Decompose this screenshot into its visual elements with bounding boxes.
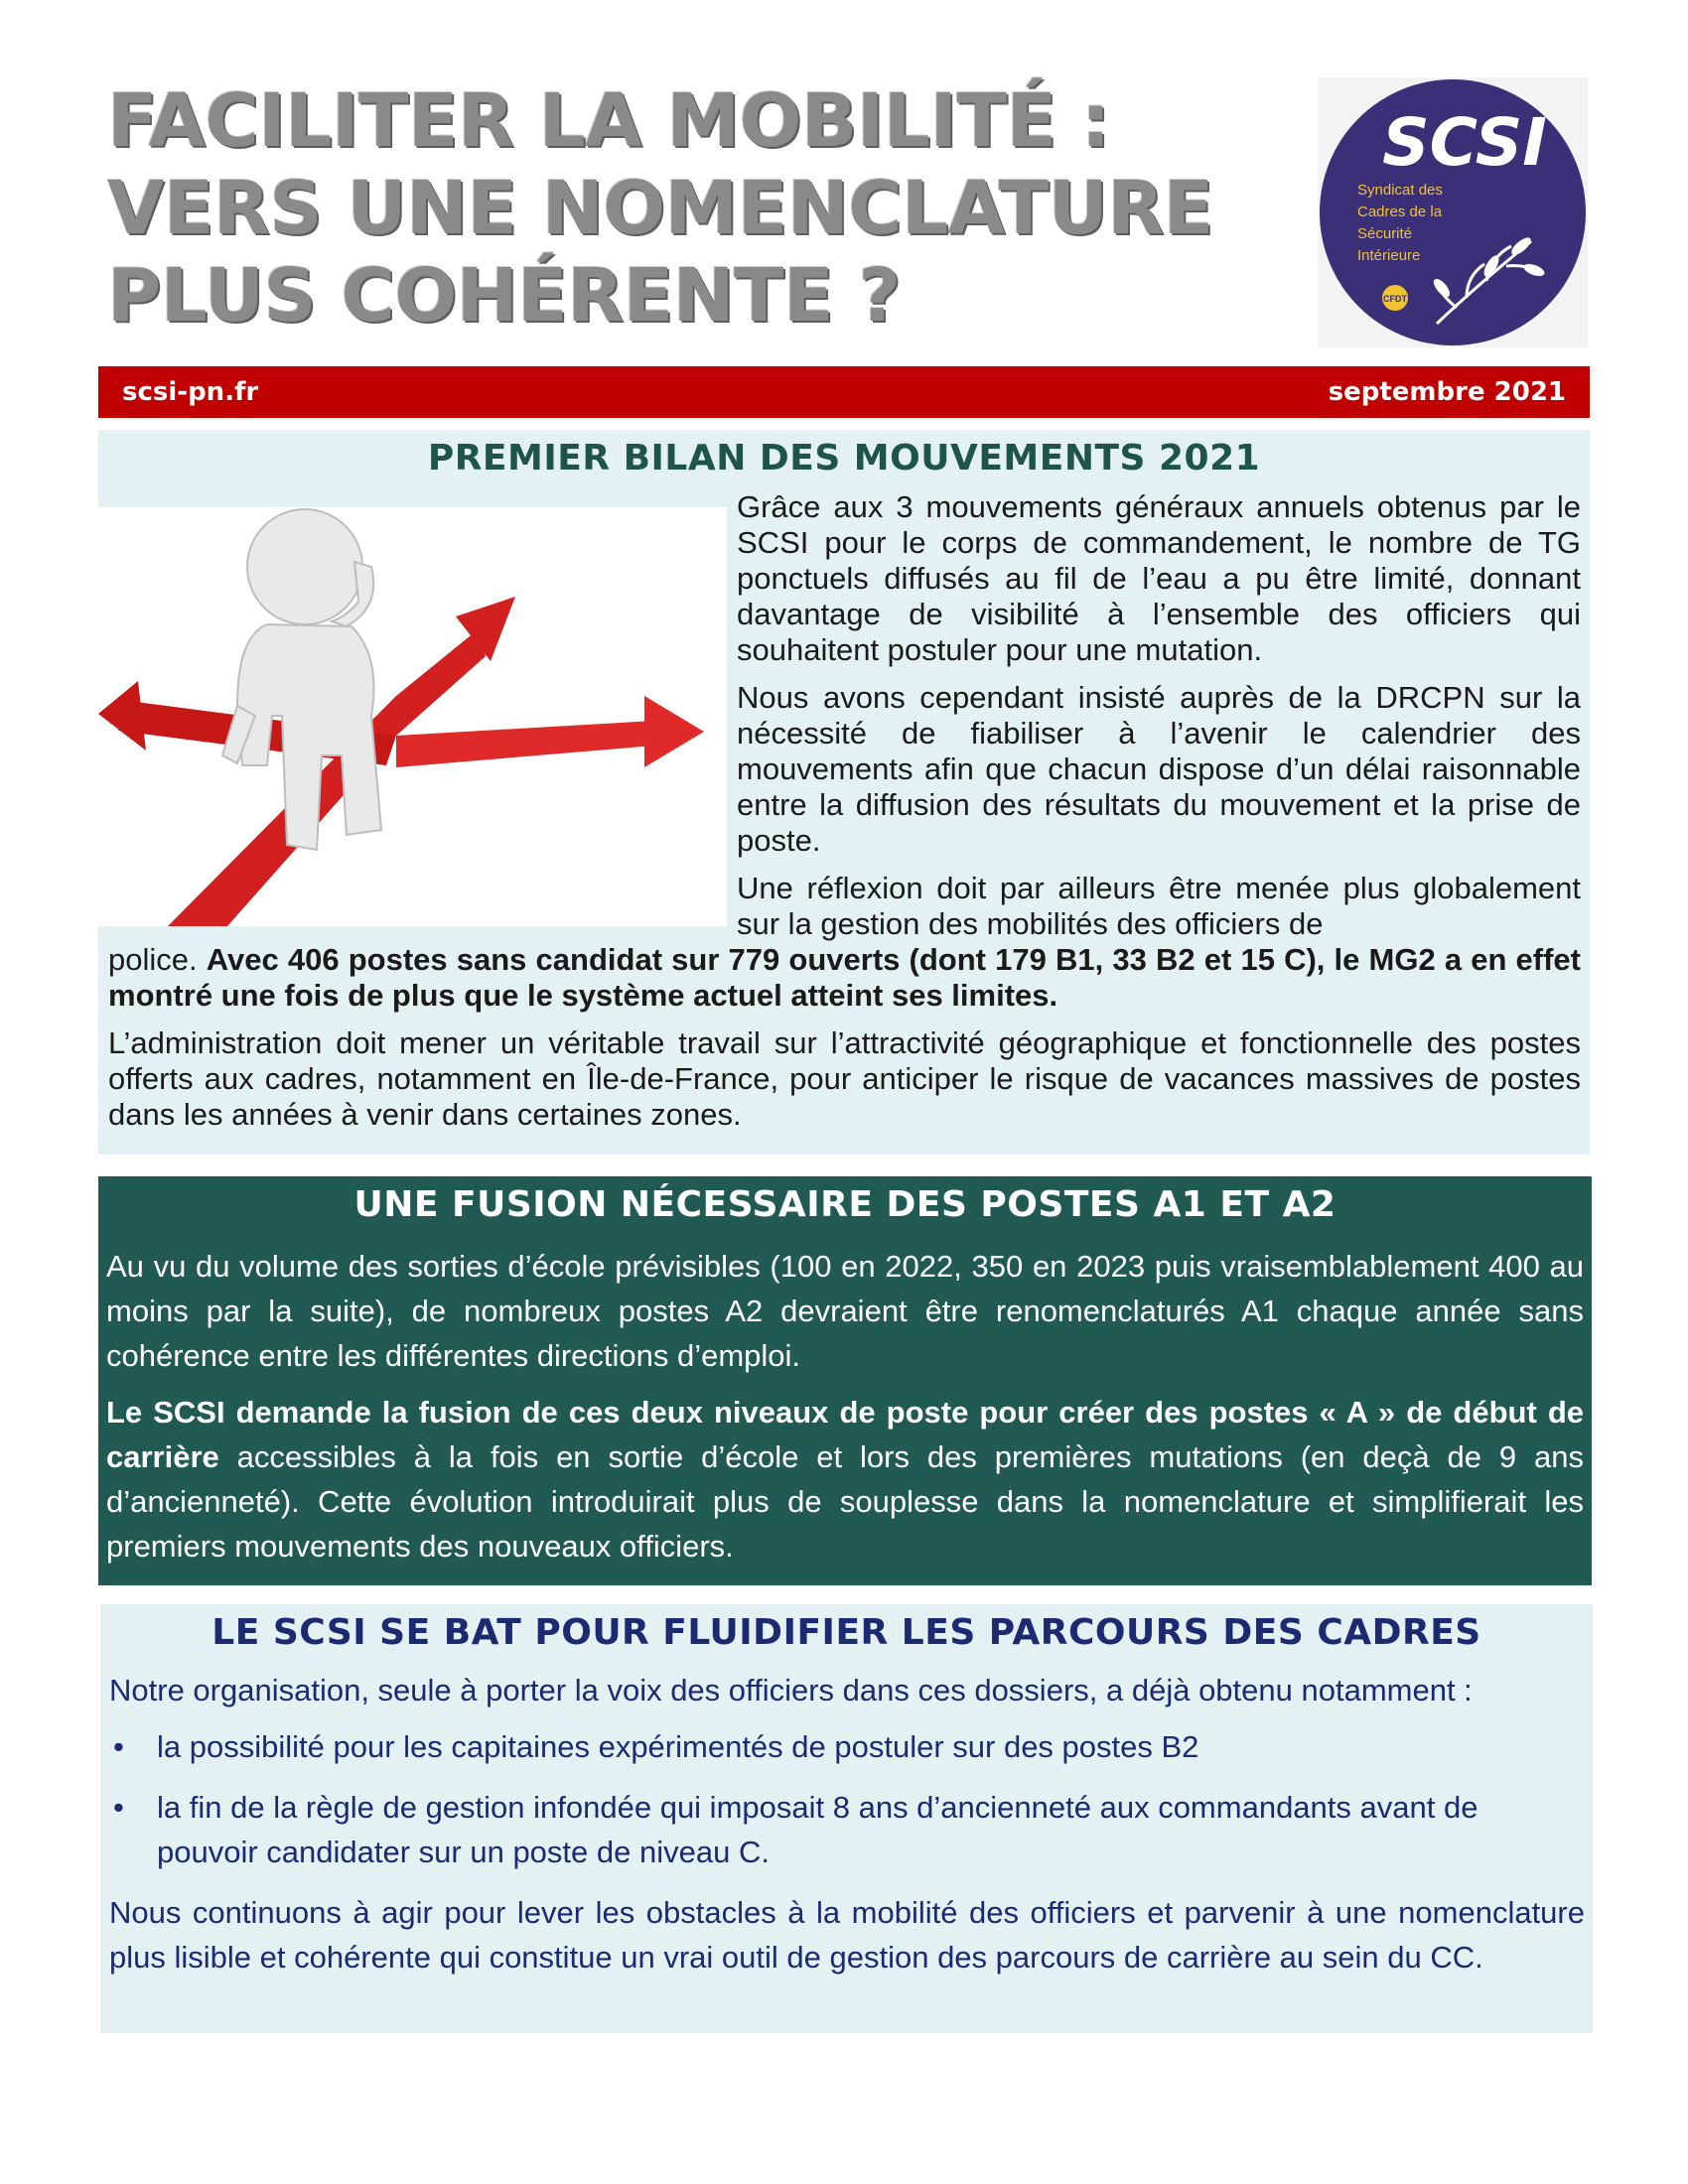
section2-body	[106, 1244, 1584, 1580]
section1-cont-text: police.	[108, 942, 207, 977]
bullet-icon: •	[113, 1790, 124, 1825]
section1-heading: PREMIER BILAN DES MOUVEMENTS 2021	[427, 438, 1261, 478]
list-item	[109, 1724, 1585, 1769]
section1-full-text	[108, 942, 1581, 1145]
header-banner	[98, 366, 1590, 418]
title-line-1: FACILITER LA MOBILITÉ :	[107, 78, 1110, 164]
section2-heading: UNE FUSION NÉCESSAIRE DES POSTES A1 ET A2	[353, 1184, 1336, 1225]
section3-heading: LE SCSI SE BAT POUR FLUIDIFIER LES PARCOURS DES CADRES	[211, 1612, 1481, 1653]
section2-demand: Le SCSI demande la fusion de ces deux niveaux de poste pour créer des postes « A » de début de carrière	[106, 1395, 1584, 1474]
section3-body	[109, 1668, 1585, 1979]
section2-paragraph-2-rest: accessibles à la fois en sortie d’école et lors des premières mutations (en deçà de 9 ans d’ancienneté). Cette évolution introduirait plus de souplesse dans la nomenclature et simplifierait les premiers mouvements des nouveaux officiers.	[106, 1439, 1584, 1564]
section1-paragraph-1: Grâce aux 3 mouvements généraux annuels obtenus par le SCSI pour le corps de commandement, le nombre de TG ponctuels diffusés au fil de l’eau a pu être limité, donnant davantage de visibilité à l’ensemble des officiers qui souhaitent postuler pour une mutation.	[737, 489, 1581, 667]
section3-intro: Notre organisation, seule à porter la voix des officiers dans ces dossiers, a déjà obtenu notamment :	[109, 1673, 1473, 1707]
title-line-2: VERS UNE NOMENCLATURE	[107, 166, 1213, 251]
page-title	[107, 77, 1299, 340]
logo-line-3: Sécurité	[1357, 225, 1413, 242]
list-item-text: la fin de la règle de gestion infondée qui imposait 8 ans d’ancienneté aux commandants avant de pouvoir candidater sur un poste de niveau C.	[157, 1790, 1478, 1869]
scsi-logo-icon	[1318, 77, 1588, 347]
section3-outro: Nous continuons à agir pour lever les obstacles à la mobilité des officiers et parvenir à une nomenclature plus lisible et cohérente qui constitue un vrai outil de gestion des parcours de carrière au sein du CC.	[109, 1895, 1585, 1975]
logo-line-1: Syndicat des	[1357, 182, 1443, 199]
section2-paragraph-1: Au vu du volume des sorties d’école prévisibles (100 en 2022, 350 en 2023 puis vraisemblablement 400 au moins par la suite), de nombreux postes A2 devraient être renomenclaturés A1 chaque année sans cohérence entre les différentes directions d’emploi.	[106, 1249, 1584, 1373]
logo-line-2: Cadres de la	[1357, 204, 1443, 220]
section1-paragraph-3-cont	[108, 942, 1581, 1014]
person-at-crossroads-icon	[98, 507, 727, 926]
logo-acronym: SCSI	[1382, 104, 1547, 181]
achievements-list	[109, 1724, 1585, 1874]
website-link[interactable]: scsi-pn.fr	[122, 377, 259, 407]
section2-paragraph-2	[106, 1390, 1584, 1569]
logo-line-4: Intérieure	[1357, 247, 1421, 264]
bullet-icon: •	[113, 1729, 124, 1764]
scsi-logo	[1318, 77, 1588, 347]
issue-date: septembre 2021	[1328, 377, 1566, 407]
section-premier-bilan	[98, 430, 1590, 1155]
section1-highlight: Avec 406 postes sans candidat sur 779 ouverts (dont 179 B1, 33 B2 et 15 C), le MG2 a en effet montré une fois de plus que le système actuel atteint ses limites.	[108, 942, 1581, 1013]
section-fluidifier-parcours	[100, 1604, 1593, 2033]
title-line-3: PLUS COHÉRENTE ?	[107, 253, 901, 339]
section-fusion-postes	[98, 1176, 1592, 1585]
section1-paragraph-2: Nous avons cependant insisté auprès de la DRCPN sur la nécessité de fiabiliser à l’avenir le calendrier des mouvements afin que chacun dispose d’un délai raisonnable entre la diffusion des résultats du mouvement et la prise de poste.	[737, 680, 1581, 858]
logo-badge: CFDT	[1383, 294, 1407, 304]
crossroads-image	[98, 507, 727, 926]
list-item	[109, 1785, 1585, 1874]
section1-column-text	[737, 489, 1581, 942]
section1-paragraph-4: L’administration doit mener un véritable travail sur l’attractivité géographique et fonctionnelle des postes offerts aux cadres, notamment en Île-de-France, pour anticiper le risque de vacances massives de postes dans les années à venir dans certaines zones.	[108, 1025, 1581, 1132]
list-item-text: la possibilité pour les capitaines expérimentés de postuler sur des postes B2	[157, 1729, 1199, 1764]
section1-paragraph-3: Une réflexion doit par ailleurs être menée plus globalement sur la gestion des mobilités des officiers de	[737, 871, 1581, 941]
